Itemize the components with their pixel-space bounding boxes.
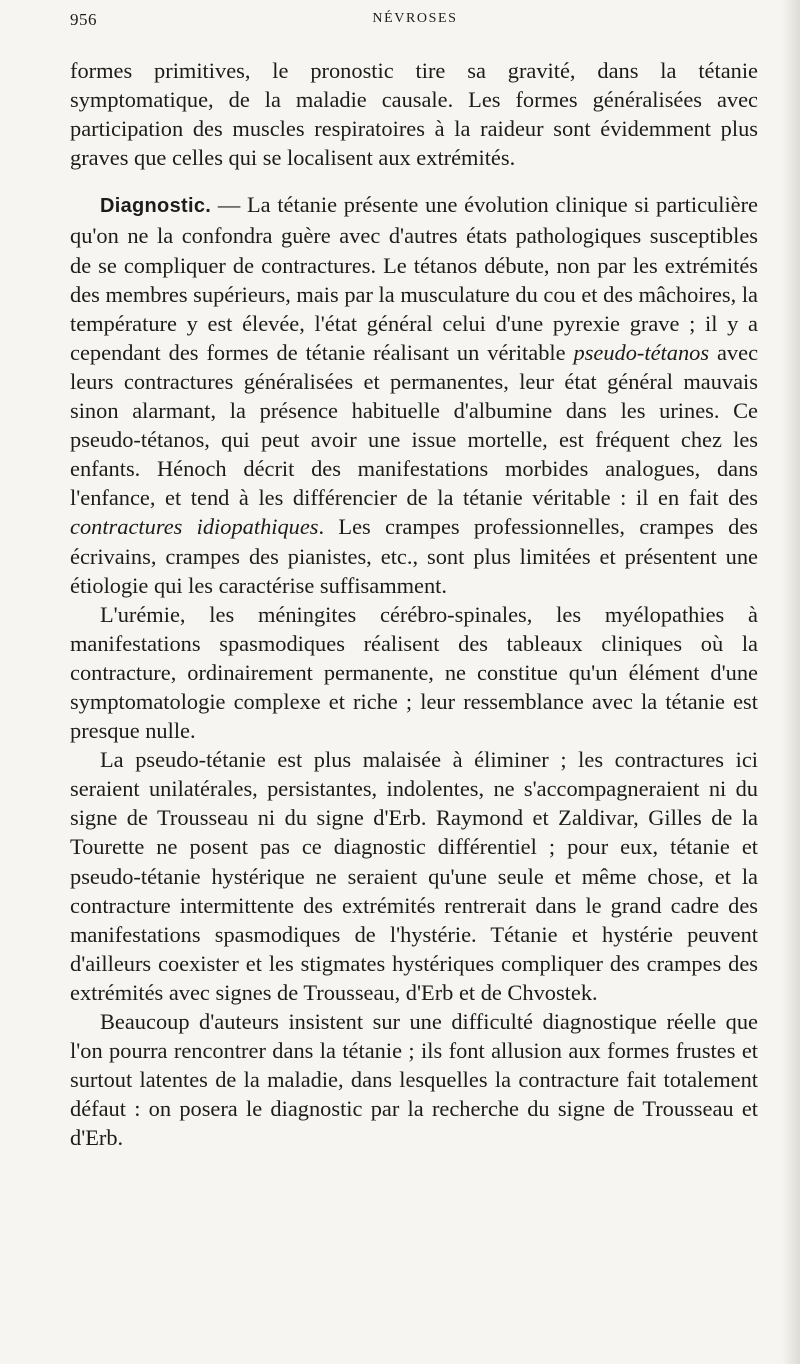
diagnostic-text-a: — La tétanie présente une évolution clinique si particulière qu'on ne la confondra guère avec d'autres états pathologiques susceptibles de se compliquer de contractures. Le tétanos débute, non par les extrémités des membres supérieurs, mais par la musculature du cou et des mâchoires, la température y est élevée, l'état général celui d'une pyrexie grave ; il y a cependant des formes de tétanie réalisant un véritable [70,192,758,365]
paragraph-diagnostic [70,190,758,599]
paragraph-pseudo-tetanie: La pseudo-tétanie est plus malaisée à éliminer ; les contractures ici seraient unilatérales, persistantes, indolentes, ne s'accompagneraient ni du signe de Trousseau ni du signe d'Erb. Raymond et Zaldivar, Gilles de la Tourette ne posent pas ce diagnostic différentiel ; pour eux, tétanie et pseudo-tétanie hystérique ne seraient qu'une seule et même chose, et la contracture intermittente des extrémités rentrerait dans le grand cadre des manifestations spasmodiques de l'hystérie. Tétanie et hystérie peuvent d'ailleurs coexister et les stigmates hystériques compliquer des crampes des extrémités avec signes de Trousseau, d'Erb et de Chvostek. [70,747,758,1005]
paragraph-uremie: L'urémie, les méningites cérébro-spinales, les myélopathies à manifestations spasmodiques réalisent des tableaux cliniques où la contracture, ordinairement permanente, ne constitue qu'un élément d'une symptomatologie complexe et riche ; leur ressemblance avec la tétanie est presque nulle. [70,601,758,744]
diagnostic-text-c: . Les crampes professionnelles, crampes des écrivains, crampes des pianistes, etc., sont plus limitées et présentent une étiologie qui les caractérise suffisamment. [70,514,758,598]
paragraph-formes-frustes: Beaucoup d'auteurs insistent sur une difficulté diagnostique réelle que l'on pourra rencontrer dans la tétanie ; ils font allusion aux formes frustes et surtout latentes de la maladie, dans lesquelles la contracture fait totalement défaut : on posera le diagnostic par la recherche du signe de Trousseau et d'Erb. [70,1009,758,1151]
page-number: 956 [70,10,97,29]
running-head: NÉVROSES [372,11,458,26]
body-text [70,56,758,1152]
italic-contractures-idiopathiques: contractures idiopathiques [70,514,319,540]
page-edge-shadow [782,0,800,1364]
page-header [70,10,760,32]
italic-pseudo-tetanos: pseudo-tétanos [573,339,710,365]
diagnostic-text-b: avec leurs contractures généralisées et permanentes, leur état général mauvais sinon alarmant, la présence habituelle d'albumine dans les urines. Ce pseudo-tétanos, qui peut avoir une issue mortelle, est fréquent chez les enfants. Hénoch décrit des manifestations morbides analogues, dans l'enfance, et tend à les différencier de la tétanie véritable : il en fait des [70,339,759,511]
section-heading-diagnostic: Diagnostic. [100,195,212,218]
paragraph-prognosis-end: formes primitives, le pronostic tire sa gravité, dans la tétanie symptomatique, de la maladie causale. Les formes généralisées avec participation des muscles respiratoires à la raideur sont évidemment plus graves que celles qui se localisent aux extrémités. [70,58,758,171]
